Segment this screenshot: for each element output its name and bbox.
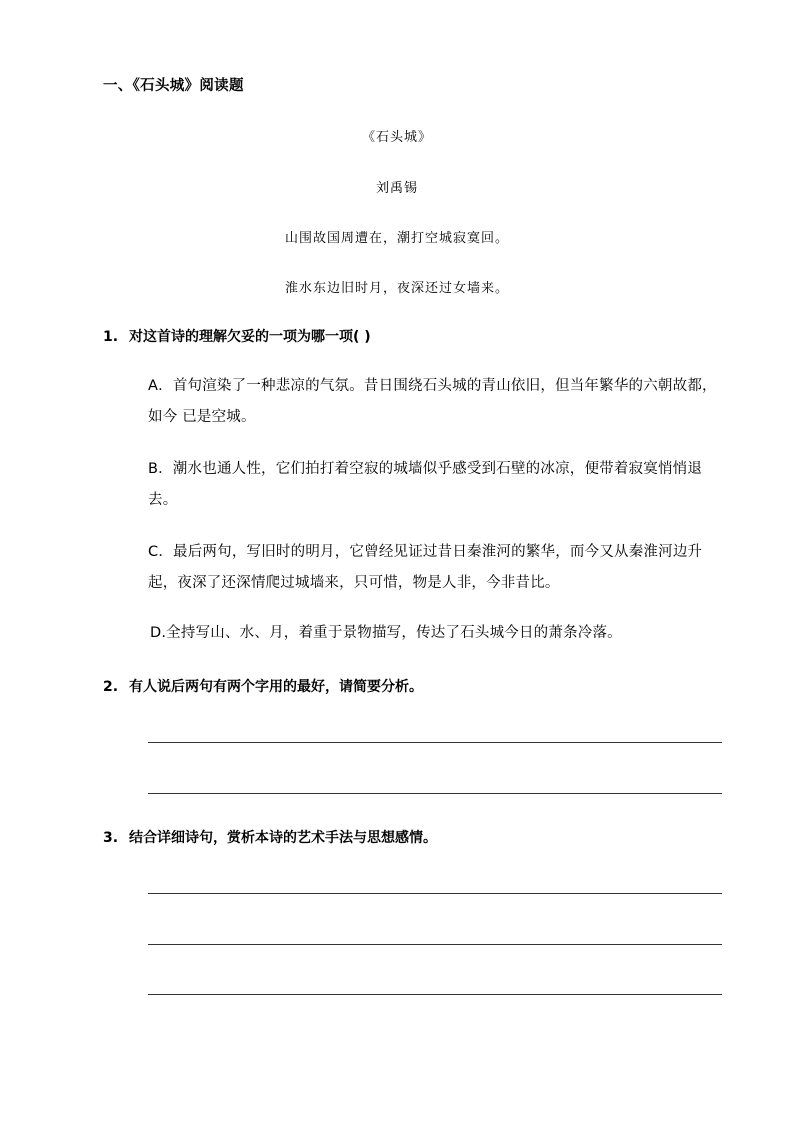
question-3	[103, 827, 437, 847]
answer-line[interactable]	[148, 994, 722, 995]
option-b: B．潮水也通人性，它们拍打着空寂的城墙似乎感受到石壁的冰凉，便带着寂寞悄悄退去。	[148, 461, 703, 508]
question-number: 3.	[103, 830, 119, 846]
question-number: 2.	[103, 679, 119, 695]
answer-line[interactable]	[148, 793, 722, 794]
section-title: 一、《石头城》阅读题	[103, 78, 244, 94]
poem-title: 《石头城》	[361, 130, 432, 145]
option-d: D.全持写山、水、月，着重于景物描写，传达了石头城今日的萧条冷落。	[150, 625, 622, 641]
question-1	[103, 326, 371, 346]
question-text: 对这首诗的理解欠妥的一项为哪一项( )	[129, 329, 371, 345]
answer-line[interactable]	[148, 893, 722, 894]
question-number: 1.	[103, 329, 119, 345]
answer-line[interactable]	[148, 944, 722, 945]
poem-line-1: 山围故国周遭在，潮打空城寂寞回。	[284, 231, 509, 246]
poem-author: 刘禹锡	[375, 181, 418, 196]
question-text: 结合详细诗句，赏析本诗的艺术手法与思想感情。	[129, 830, 437, 846]
answer-line[interactable]	[148, 742, 722, 743]
question-2	[103, 676, 423, 696]
question-text: 有人说后两句有两个字用的最好，请简要分析。	[129, 679, 423, 695]
option-c: C．最后两句，写旧时的明月，它曾经见证过昔日秦淮河的繁华，而今又从秦淮河边升起，夜深了还深情爬过城墙来，只可惜，物是人非，今非昔比。	[148, 544, 703, 591]
option-a: A．首句渲染了一种悲凉的气氛。昔日围绕石头城的青山依旧，但当年繁华的六朝故都，如今 已是空城。	[148, 378, 717, 425]
poem-line-2: 淮水东边旧时月，夜深还过女墙来。	[284, 281, 509, 296]
